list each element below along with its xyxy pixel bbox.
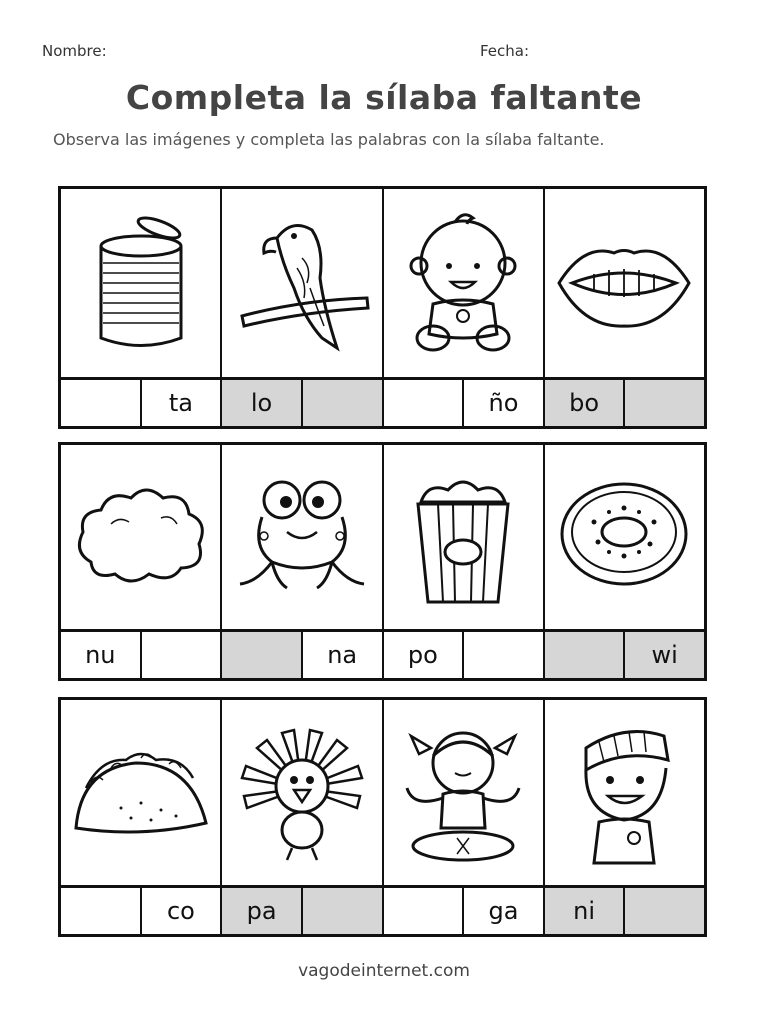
syllable-slot[interactable]	[61, 888, 142, 934]
worksheet-row-1	[58, 186, 707, 429]
nombre-label: Nombre:	[42, 42, 107, 60]
card-kiwi	[545, 445, 704, 678]
frog-icon	[232, 462, 372, 612]
syllable-slot[interactable]: lo	[222, 380, 303, 426]
girl-icon	[393, 718, 533, 868]
card-turkey	[222, 700, 383, 934]
syllable-slot[interactable]	[625, 380, 704, 426]
syllable-slot[interactable]: co	[166, 897, 195, 925]
instructions: Observa las imágenes y completa las palabras con la sílaba faltante.	[53, 130, 605, 149]
syllable-slot[interactable]: ga	[488, 897, 519, 925]
syllable-slot[interactable]: nu	[61, 632, 142, 678]
footer-site: vagodeinternet.com	[298, 961, 470, 981]
card-baby	[384, 189, 545, 426]
page-title: Completa la sílaba faltante	[125, 78, 643, 117]
syllable-slot[interactable]	[303, 888, 382, 934]
fecha-label: Fecha:	[480, 42, 530, 60]
card-boy	[545, 700, 704, 934]
syllable-slot[interactable]	[625, 888, 704, 934]
cloud-icon	[71, 462, 211, 612]
card-girl	[384, 700, 545, 934]
syllable-slot[interactable]: ta	[168, 389, 193, 417]
syllable-slot[interactable]: na	[327, 641, 358, 669]
card-popcorn	[384, 445, 545, 678]
syllable-slot[interactable]	[464, 632, 543, 678]
taco-icon	[71, 718, 211, 868]
syllable-slot[interactable]	[545, 632, 626, 678]
worksheet-row-3	[58, 697, 707, 937]
kiwi-icon	[554, 462, 694, 612]
syllable-slot[interactable]: po	[384, 632, 465, 678]
syllable-slot[interactable]: wi	[625, 632, 704, 678]
parrot-icon	[232, 208, 372, 358]
syllable-slot[interactable]: ño	[488, 389, 519, 417]
syllable-slot[interactable]	[222, 632, 303, 678]
worksheet-row-2	[58, 442, 707, 681]
card-can	[61, 189, 222, 426]
card-mouth	[545, 189, 704, 426]
card-taco	[61, 700, 222, 934]
syllable-slot[interactable]	[384, 888, 465, 934]
syllable-slot[interactable]	[303, 380, 382, 426]
syllable-slot[interactable]: pa	[222, 888, 303, 934]
card-frog	[222, 445, 383, 678]
boy-icon	[554, 718, 694, 868]
syllable-slot[interactable]	[384, 380, 465, 426]
popcorn-icon	[393, 462, 533, 612]
syllable-slot[interactable]: bo	[545, 380, 626, 426]
mouth-icon	[554, 208, 694, 358]
card-parrot	[222, 189, 383, 426]
turkey-icon	[232, 718, 372, 868]
can-icon	[71, 208, 211, 358]
card-cloud	[61, 445, 222, 678]
baby-icon	[393, 208, 533, 358]
syllable-slot[interactable]	[61, 380, 142, 426]
syllable-slot[interactable]	[142, 632, 221, 678]
syllable-slot[interactable]: ni	[545, 888, 626, 934]
